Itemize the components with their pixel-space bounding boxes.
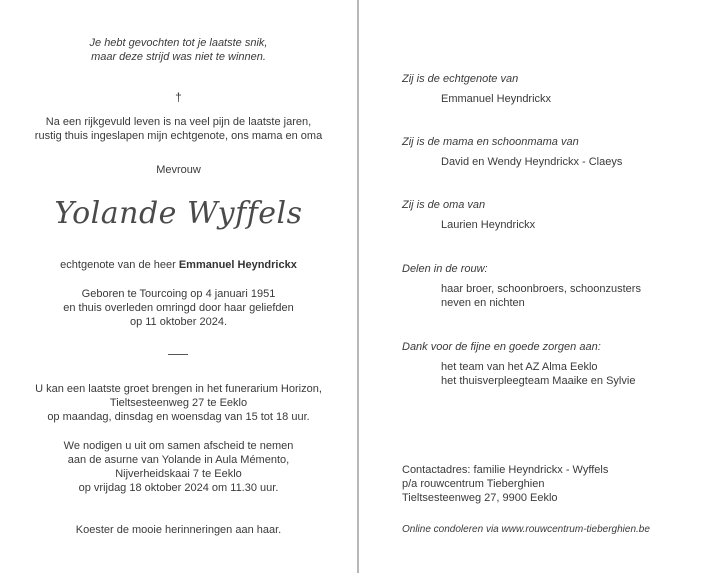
spouse-value: Emmanuel Heyndrickx [441, 93, 552, 105]
closing-line: Koester de mooie herinneringen aan haar. [75, 524, 282, 536]
farewell-line-2: aan de asurne van Yolande in Aula Mémento, [67, 454, 290, 466]
intro-line-1: Na een rijkgevuld leven is na veel pijn de laatste jaren, [45, 116, 312, 128]
grandchildren-value: Laurien Heyndrickx [441, 219, 536, 231]
divider [168, 354, 188, 355]
children-heading: Zij is de mama en schoonmama van [402, 136, 579, 148]
children-value: David en Wendy Heyndrickx - Claeys [441, 156, 623, 168]
thanks-line-2: het thuisverpleegteam Maaike en Sylvie [441, 375, 636, 387]
contact-line-1: Contactadres: familie Heyndrickx - Wyffels [402, 464, 609, 476]
spouse-heading: Zij is de echtgenote van [402, 73, 519, 85]
visit-line-3: op maandag, dinsdag en woensdag van 15 tot 18 uur. [47, 411, 310, 423]
cross-icon: † [175, 90, 182, 104]
visit-line-1: U kan een laatste groet brengen in het funerarium Horizon, [35, 383, 322, 395]
thanks-line-1: het team van het AZ Alma Eeklo [441, 361, 598, 373]
page-fold [357, 0, 359, 573]
verse-line-1: Je hebt gevochten tot je laatste snik, [89, 37, 268, 49]
verse-line-2: maar deze strijd was niet te winnen. [91, 51, 266, 63]
title-mevrouw: Mevrouw [156, 164, 201, 176]
farewell-line-4: op vrijdag 18 oktober 2024 om 11.30 uur. [78, 482, 279, 494]
farewell-line-3: Nijverheidskaai 7 te Eeklo [115, 468, 242, 480]
thanks-heading: Dank voor de fijne en goede zorgen aan: [402, 341, 601, 353]
life-line-2: en thuis overleden omringd door haar geliefden [63, 302, 294, 314]
life-line-3: op 11 oktober 2024. [129, 316, 228, 328]
deceased-name: Yolande Wyffels [54, 196, 303, 231]
spouse-prefix: echtgenote van de heer [60, 259, 176, 271]
contact-line-3: Tieltsesteenweg 27, 9900 Eeklo [402, 492, 558, 504]
right-page [360, 0, 721, 573]
contact-line-2: p/a rouwcentrum Tieberghien [402, 478, 545, 490]
online-condolence: Online condoleren via www.rouwcentrum-tieberghien.be [402, 524, 650, 535]
mourners-heading: Delen in de rouw: [402, 263, 488, 275]
intro-line-2: rustig thuis ingeslapen mijn echtgenote, ons mama en oma [34, 130, 323, 142]
spouse-line [0, 258, 357, 273]
mourners-line-1: haar broer, schoonbroers, schoonzusters [441, 283, 641, 295]
spouse-name: Emmanuel Heyndrickx [178, 259, 297, 271]
left-page [0, 0, 357, 573]
visit-line-2: Tieltsesteenweg 27 te Eeklo [109, 397, 248, 409]
mourners-line-2: neven en nichten [441, 297, 525, 309]
grandchildren-heading: Zij is de oma van [402, 199, 486, 211]
farewell-line-1: We nodigen u uit om samen afscheid te nemen [63, 440, 294, 452]
life-line-1: Geboren te Tourcoing op 4 januari 1951 [81, 288, 276, 300]
